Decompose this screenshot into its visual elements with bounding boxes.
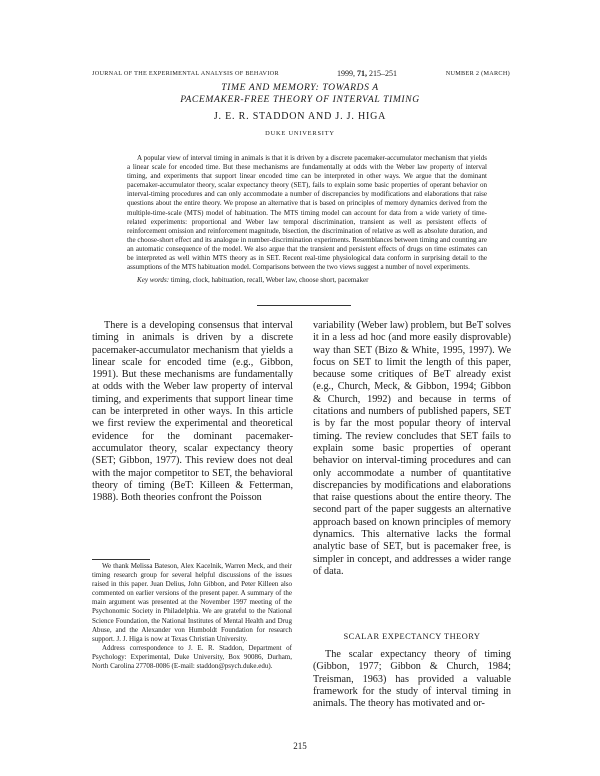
article-title [100,82,500,106]
section-heading: SCALAR EXPECTANCY THEORY [343,632,481,641]
keywords-label: Key words: [137,276,170,284]
keywords-text: timing, clock, habituation, recall, Weber law, choose short, pacemaker [170,276,369,284]
keywords [137,276,487,285]
issue-number: NUMBER 2 (MARCH) [445,70,510,77]
footnote-correspondence: Address correspondence to J. E. R. Staddon, Department of Psychology: Experimental, Duke University, Box 90086, Durham, North Carolina 27708-0086 (E-mail: staddon@psych.duke.edu). [92,643,292,671]
citation-year: 1999, [337,69,355,78]
title-line-2: PACEMAKER-FREE THEORY OF INTERVAL TIMING [180,94,420,105]
citation [337,69,397,78]
citation-volume: 71, [357,69,367,78]
title-line-1: TIME AND MEMORY: TOWARDS A [221,82,379,93]
body-paragraph-continuation: variability (Weber law) problem, but BeT solves it in a less ad hoc (and more easily disprovable) way than SET (Bizo & White, 1995, 1997). We focus on SET to limit the length of this paper, because some critiques of BeT already exist (e.g., Church, Meck, & Gibbon, 1994; Gibbon & Church, 1992) and because in terms of citations and numbers of published papers, SET is by far the most popular theory of interval timing. The review concludes that SET fails to explain some basic properties of operant behavior on interval-timing procedures and can only accommodate a number of quantitative discrepancies by modifications and elaborations that raise questions about the entire theory. The second part of the paper suggests an alternative approach based on known principles of memory dynamics. This alternative lacks the formal analytic base of SET, but is pacemaker free, is simpler in concept, and addresses a wider range of data. [313,320,511,577]
footnote-divider [92,559,150,560]
journal-name: JOURNAL OF THE EXPERIMENTAL ANALYSIS OF BEHAVIOR [92,70,279,77]
citation-pages: 215–251 [369,69,397,78]
section-body [313,649,511,710]
abstract-text: A popular view of interval timing in animals is that it is driven by a discrete pacemaker-accumulator mechanism that yields a linear scale for encoded time. But these mechanisms are fundamentally at odds with the Weber law property of interval timing, and experiments that support linear encoded time can be interpreted in other ways. We argue that the dominant pacemaker-accumulator theory, scalar expectancy theory (SET), fails to explain some basic properties of operant behavior on interval-timing procedures and can only accommodate a number of discrepancies by modifications and elaborations that raise questions about the entire theory. We propose an alternative that is based on principles of memory dynamics derived from the multiple-time-scale (MTS) model of habituation. The MTS timing model can account for data from a wide variety of time-related experiments: proportional and Weber law temporal discrimination, transient as well as persistent effects of reinforcement omission and reinforcement magnitude, bisection, the discrimination of relative as well as absolute duration, and the choose-short effect and its analogue in number-discrimination experiments. Resemblances between timing and counting are an automatic consequence of the model. We also argue that the transient and persistent effects of drugs on time estimates can be interpreted as well within MTS theory as in SET. Recent real-time physiological data conform in surprising detail to the assumptions of the MTS habituation model. Comparisons between the two views suggest a number of novel experiments. [127,154,487,272]
body-column-left [92,320,293,504]
footnotes [92,562,292,671]
abstract-divider [257,305,351,306]
affiliation: DUKE UNIVERSITY [265,130,335,137]
footnote-acknowledgment: We thank Melissa Bateson, Alex Kacelnik, Warren Meck, and their timing research group for several helpful discussions of the issues raised in this paper. Juan Delius, John Gibbon, and Peter Killeen also commented on earlier versions of the present paper. A summary of the main argument was presented at the November 1997 meeting of the Psychonomic Society in Philadelphia. We are grateful to the National Science Foundation, the National Institutes of Mental Health and Drug Abuse, and the Alexander von Humboldt Foundation for research support. J. J. Higa is now at Texas Christian University. [92,562,292,643]
body-column-right [313,320,511,578]
abstract [127,154,487,272]
section-paragraph: The scalar expectancy theory of timing (Gibbon, 1977; Gibbon & Church, 1984; Treisman, 1963) has provided a valuable framework for the study of interval timing in animals. The theory has motivated and or- [313,649,511,710]
body-paragraph-1: There is a developing consensus that interval timing in animals is driven by a discrete pacemaker-accumulator mechanism that yields a linear scale for encoded time (e.g., Gibbon, 1991). But these mechanisms are fundamentally at odds with the Weber law property of interval timing, and experiments that support linear time can be interpreted in other ways. In this article we first review the experimental and theoretical evidence for the dominant pacemaker-accumulator theory, scalar expectancy theory (SET; Gibbon, 1977). This review does not deal with the major competitor to SET, the behavioral theory of timing (BeT: Killeen & Fetterman, 1988). Both theories confront the Poisson [92,320,293,504]
authors: J. E. R. STADDON AND J. J. HIGA [213,111,387,122]
page-number: 215 [293,741,307,751]
